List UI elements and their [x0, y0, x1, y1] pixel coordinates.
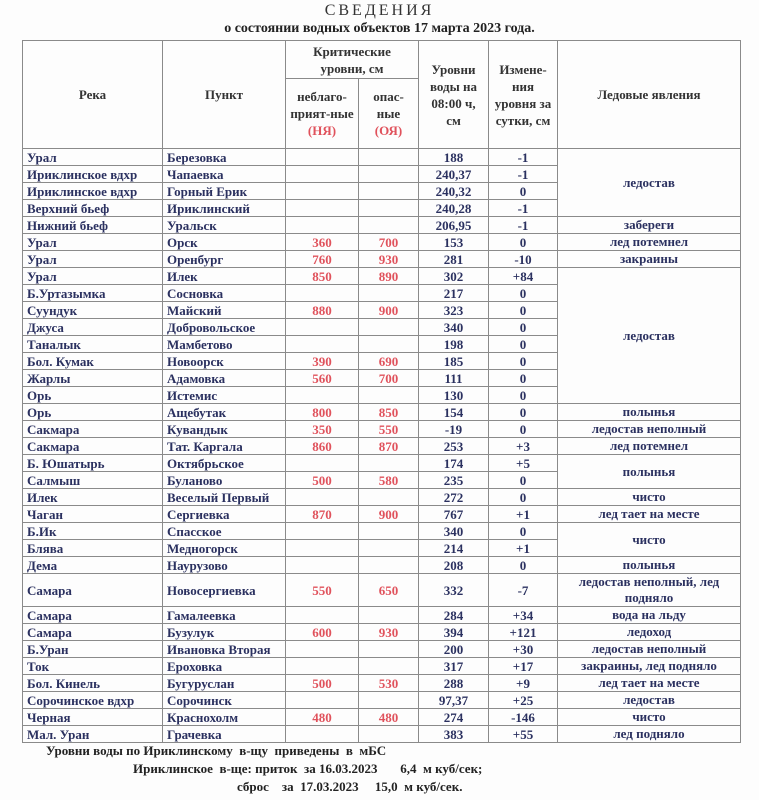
- river-cell: Урал: [23, 268, 163, 285]
- dangerous-level-cell: 930: [359, 624, 419, 641]
- river-cell: Б.Ик: [23, 523, 163, 540]
- water-level-cell: 240,32: [419, 183, 489, 200]
- point-cell: Краснохолм: [163, 709, 286, 726]
- water-level-cell: 340: [419, 523, 489, 540]
- point-cell: Новоорск: [163, 353, 286, 370]
- point-cell: Кувандык: [163, 421, 286, 438]
- dangerous-level-cell: [359, 183, 419, 200]
- point-cell: Наурузово: [163, 557, 286, 574]
- river-cell: Нижний бьеф: [23, 217, 163, 234]
- point-cell: Спасское: [163, 523, 286, 540]
- dangerous-level-cell: [359, 217, 419, 234]
- river-cell: Жарлы: [23, 370, 163, 387]
- level-change-cell: +34: [489, 607, 558, 624]
- river-cell: Мал. Уран: [23, 726, 163, 743]
- level-change-cell: +25: [489, 692, 558, 709]
- unfavorable-level-cell: 500: [286, 472, 359, 489]
- dangerous-level-cell: 480: [359, 709, 419, 726]
- unfavorable-level-cell: 800: [286, 404, 359, 421]
- ice-phenomena-cell: чисто: [558, 709, 741, 726]
- point-cell: Добровольское: [163, 319, 286, 336]
- water-bodies-table: [22, 40, 741, 743]
- level-change-cell: -1: [489, 200, 558, 217]
- river-cell: Суундук: [23, 302, 163, 319]
- point-cell: Тат. Каргала: [163, 438, 286, 455]
- footer-inflow: Ириклинское в-ще: приток за 16.03.2023 6,4 м куб/сек;: [133, 761, 483, 776]
- point-cell: Адамовка: [163, 370, 286, 387]
- point-cell: Уральск: [163, 217, 286, 234]
- river-cell: Сорочинское вдхр: [23, 692, 163, 709]
- unfavorable-level-cell: [286, 692, 359, 709]
- table-row: [23, 421, 741, 438]
- ice-phenomena-cell: закраины: [558, 251, 741, 268]
- water-level-cell: 217: [419, 285, 489, 302]
- table-row: [23, 506, 741, 523]
- water-level-cell: 253: [419, 438, 489, 455]
- unfavorable-level-cell: 550: [286, 574, 359, 607]
- ice-phenomena-cell: полынья: [558, 455, 741, 489]
- header-ice: Ледовые явления: [558, 41, 741, 149]
- river-cell: Черная: [23, 709, 163, 726]
- river-cell: Урал: [23, 149, 163, 166]
- ice-phenomena-cell: лед потемнел: [558, 438, 741, 455]
- level-change-cell: 0: [489, 489, 558, 506]
- level-change-cell: 0: [489, 421, 558, 438]
- level-change-cell: +9: [489, 675, 558, 692]
- water-level-cell: 200: [419, 641, 489, 658]
- ice-phenomena-cell: ледоход: [558, 624, 741, 641]
- level-change-cell: +3: [489, 438, 558, 455]
- point-cell: Истемис: [163, 387, 286, 404]
- table-row: [23, 607, 741, 624]
- dangerous-level-cell: [359, 387, 419, 404]
- river-cell: Б.Уран: [23, 641, 163, 658]
- water-level-cell: 97,37: [419, 692, 489, 709]
- level-change-cell: -1: [489, 217, 558, 234]
- point-cell: Буланово: [163, 472, 286, 489]
- water-level-cell: 302: [419, 268, 489, 285]
- river-cell: Сакмара: [23, 421, 163, 438]
- dangerous-level-cell: 900: [359, 302, 419, 319]
- water-level-cell: 274: [419, 709, 489, 726]
- unfavorable-level-cell: [286, 607, 359, 624]
- water-level-cell: 111: [419, 370, 489, 387]
- header-unfavorable: [286, 79, 359, 149]
- river-cell: Чаган: [23, 506, 163, 523]
- unfavorable-level-cell: 390: [286, 353, 359, 370]
- dangerous-level-cell: 580: [359, 472, 419, 489]
- table-row: [23, 692, 741, 709]
- river-cell: Б. Юшатырь: [23, 455, 163, 472]
- table-row: [23, 251, 741, 268]
- dangerous-level-cell: 900: [359, 506, 419, 523]
- water-level-cell: 154: [419, 404, 489, 421]
- footer-discharge: сброс за 17.03.2023 15,0 м куб/сек.: [237, 779, 463, 794]
- water-level-cell: 240,37: [419, 166, 489, 183]
- unfavorable-level-cell: 860: [286, 438, 359, 455]
- ice-phenomena-cell: ледостав: [558, 149, 741, 217]
- river-cell: Ириклинское вдхр: [23, 183, 163, 200]
- level-change-cell: 0: [489, 336, 558, 353]
- table-row: [23, 624, 741, 641]
- river-cell: Самара: [23, 607, 163, 624]
- point-cell: Сосновка: [163, 285, 286, 302]
- unfavorable-level-cell: [286, 455, 359, 472]
- dangerous-level-cell: 890: [359, 268, 419, 285]
- river-cell: Сакмара: [23, 438, 163, 455]
- header-critical: Критические уровни, см: [286, 41, 419, 79]
- header-unfavorable-label: неблаго-прият-ные: [290, 89, 354, 121]
- point-cell: Березовка: [163, 149, 286, 166]
- water-level-cell: 174: [419, 455, 489, 472]
- dangerous-level-cell: [359, 658, 419, 675]
- river-cell: Дема: [23, 557, 163, 574]
- water-level-cell: 394: [419, 624, 489, 641]
- unfavorable-level-cell: [286, 557, 359, 574]
- ice-phenomena-cell: лед потемнел: [558, 234, 741, 251]
- level-change-cell: 0: [489, 353, 558, 370]
- dangerous-level-cell: [359, 641, 419, 658]
- level-change-cell: 0: [489, 472, 558, 489]
- level-change-cell: -1: [489, 166, 558, 183]
- level-change-cell: 0: [489, 285, 558, 302]
- level-change-cell: -7: [489, 574, 558, 607]
- dangerous-level-cell: 650: [359, 574, 419, 607]
- river-cell: Б.Уртазымка: [23, 285, 163, 302]
- water-level-cell: 208: [419, 557, 489, 574]
- water-level-cell: -19: [419, 421, 489, 438]
- header-dangerous-abbr: (ОЯ): [374, 123, 403, 138]
- level-change-cell: +17: [489, 658, 558, 675]
- dangerous-level-cell: 550: [359, 421, 419, 438]
- point-cell: Грачевка: [163, 726, 286, 743]
- unfavorable-level-cell: [286, 523, 359, 540]
- point-cell: Бугуруслан: [163, 675, 286, 692]
- level-change-cell: +1: [489, 540, 558, 557]
- dangerous-level-cell: [359, 166, 419, 183]
- ice-phenomena-cell: забереги: [558, 217, 741, 234]
- table-body: [23, 149, 741, 743]
- point-cell: Майский: [163, 302, 286, 319]
- table-row: [23, 641, 741, 658]
- unfavorable-level-cell: [286, 336, 359, 353]
- dangerous-level-cell: [359, 557, 419, 574]
- water-level-cell: 130: [419, 387, 489, 404]
- table-row: [23, 149, 741, 166]
- dangerous-level-cell: 870: [359, 438, 419, 455]
- table-row: [23, 574, 741, 607]
- table-row: [23, 557, 741, 574]
- header-level: Уровни воды на 08:00 ч, см: [419, 41, 489, 149]
- level-change-cell: -1: [489, 149, 558, 166]
- river-cell: Урал: [23, 234, 163, 251]
- header-point: Пункт: [163, 41, 286, 149]
- water-level-cell: 284: [419, 607, 489, 624]
- river-cell: Самара: [23, 624, 163, 641]
- water-level-cell: 767: [419, 506, 489, 523]
- unfavorable-level-cell: [286, 387, 359, 404]
- point-cell: Горный Ерик: [163, 183, 286, 200]
- point-cell: Чапаевка: [163, 166, 286, 183]
- level-change-cell: 0: [489, 557, 558, 574]
- river-cell: Урал: [23, 251, 163, 268]
- table-row: [23, 438, 741, 455]
- header-river: Река: [23, 41, 163, 149]
- dangerous-level-cell: [359, 692, 419, 709]
- dangerous-level-cell: [359, 489, 419, 506]
- river-cell: Джуса: [23, 319, 163, 336]
- point-cell: Орск: [163, 234, 286, 251]
- unfavorable-level-cell: [286, 183, 359, 200]
- unfavorable-level-cell: 480: [286, 709, 359, 726]
- river-cell: Самара: [23, 574, 163, 607]
- ice-phenomena-cell: чисто: [558, 489, 741, 506]
- unfavorable-level-cell: [286, 658, 359, 675]
- table-row: [23, 268, 741, 285]
- dangerous-level-cell: [359, 149, 419, 166]
- ice-phenomena-cell: ледостав: [558, 268, 741, 404]
- header-unfavorable-abbr: (НЯ): [307, 123, 337, 138]
- unfavorable-level-cell: [286, 726, 359, 743]
- river-cell: Таналык: [23, 336, 163, 353]
- dangerous-level-cell: [359, 285, 419, 302]
- ice-phenomena-cell: полынья: [558, 404, 741, 421]
- dangerous-level-cell: [359, 726, 419, 743]
- river-cell: Блява: [23, 540, 163, 557]
- dangerous-level-cell: [359, 540, 419, 557]
- unfavorable-level-cell: 850: [286, 268, 359, 285]
- document-subtitle: о состоянии водных объектов 17 марта 2023 года.: [224, 21, 535, 36]
- dangerous-level-cell: [359, 523, 419, 540]
- water-level-cell: 235: [419, 472, 489, 489]
- ice-phenomena-cell: лед подняло: [558, 726, 741, 743]
- river-cell: Ириклинское вдхр: [23, 166, 163, 183]
- footer-note: Уровни воды по Ириклинскому в-щу приведены в мБС: [46, 743, 387, 758]
- level-change-cell: +30: [489, 641, 558, 658]
- point-cell: Веселый Первый: [163, 489, 286, 506]
- water-level-cell: 188: [419, 149, 489, 166]
- ice-phenomena-cell: ледостав неполный: [558, 421, 741, 438]
- unfavorable-level-cell: [286, 285, 359, 302]
- point-cell: Гамалеевка: [163, 607, 286, 624]
- unfavorable-level-cell: [286, 540, 359, 557]
- point-cell: Ивановка Вторая: [163, 641, 286, 658]
- point-cell: Новосергиевка: [163, 574, 286, 607]
- ice-phenomena-cell: закраины, лед подняло: [558, 658, 741, 675]
- dangerous-level-cell: [359, 336, 419, 353]
- point-cell: Сорочинск: [163, 692, 286, 709]
- point-cell: Ириклинский: [163, 200, 286, 217]
- dangerous-level-cell: 700: [359, 370, 419, 387]
- dangerous-level-cell: 690: [359, 353, 419, 370]
- river-cell: Орь: [23, 387, 163, 404]
- table-row: [23, 658, 741, 675]
- dangerous-level-cell: 850: [359, 404, 419, 421]
- level-change-cell: -10: [489, 251, 558, 268]
- level-change-cell: +1: [489, 506, 558, 523]
- point-cell: Медногорск: [163, 540, 286, 557]
- water-level-cell: 198: [419, 336, 489, 353]
- unfavorable-level-cell: [286, 217, 359, 234]
- table-row: [23, 523, 741, 540]
- table-row: [23, 726, 741, 743]
- level-change-cell: -146: [489, 709, 558, 726]
- water-level-cell: 185: [419, 353, 489, 370]
- water-level-cell: 153: [419, 234, 489, 251]
- header-dangerous-label: опас-ные: [373, 89, 404, 121]
- ice-phenomena-cell: ледостав неполный, лед подняло: [558, 574, 741, 607]
- dangerous-level-cell: [359, 607, 419, 624]
- water-level-cell: 272: [419, 489, 489, 506]
- water-level-cell: 281: [419, 251, 489, 268]
- dangerous-level-cell: 530: [359, 675, 419, 692]
- document-title: СВЕДЕНИЯ: [324, 2, 435, 19]
- table-row: [23, 489, 741, 506]
- unfavorable-level-cell: [286, 149, 359, 166]
- point-cell: Ероховка: [163, 658, 286, 675]
- ice-phenomena-cell: ледостав: [558, 692, 741, 709]
- water-level-cell: 340: [419, 319, 489, 336]
- unfavorable-level-cell: [286, 319, 359, 336]
- unfavorable-level-cell: 870: [286, 506, 359, 523]
- point-cell: Илек: [163, 268, 286, 285]
- water-level-cell: 214: [419, 540, 489, 557]
- dangerous-level-cell: 930: [359, 251, 419, 268]
- unfavorable-level-cell: 600: [286, 624, 359, 641]
- ice-phenomena-cell: полынья: [558, 557, 741, 574]
- ice-phenomena-cell: ледостав неполный: [558, 641, 741, 658]
- table-row: [23, 404, 741, 421]
- water-level-cell: 206,95: [419, 217, 489, 234]
- level-change-cell: +84: [489, 268, 558, 285]
- table-row: [23, 709, 741, 726]
- unfavorable-level-cell: 760: [286, 251, 359, 268]
- point-cell: Мамбетово: [163, 336, 286, 353]
- point-cell: Сергиевка: [163, 506, 286, 523]
- river-cell: Орь: [23, 404, 163, 421]
- ice-phenomena-cell: лед тает на месте: [558, 675, 741, 692]
- water-level-cell: 288: [419, 675, 489, 692]
- unfavorable-level-cell: 360: [286, 234, 359, 251]
- unfavorable-level-cell: [286, 489, 359, 506]
- level-change-cell: +55: [489, 726, 558, 743]
- water-level-cell: 323: [419, 302, 489, 319]
- header-dangerous: [359, 79, 419, 149]
- river-cell: Верхний бьеф: [23, 200, 163, 217]
- river-cell: Ток: [23, 658, 163, 675]
- river-cell: Илек: [23, 489, 163, 506]
- point-cell: Оренбург: [163, 251, 286, 268]
- level-change-cell: +121: [489, 624, 558, 641]
- river-cell: Бол. Кумак: [23, 353, 163, 370]
- dangerous-level-cell: [359, 455, 419, 472]
- level-change-cell: 0: [489, 370, 558, 387]
- header-change: Измене-ния уровня за сутки, см: [489, 41, 558, 149]
- table-row: [23, 234, 741, 251]
- dangerous-level-cell: 700: [359, 234, 419, 251]
- level-change-cell: 0: [489, 234, 558, 251]
- unfavorable-level-cell: 350: [286, 421, 359, 438]
- dangerous-level-cell: [359, 319, 419, 336]
- level-change-cell: +5: [489, 455, 558, 472]
- point-cell: Октябрьское: [163, 455, 286, 472]
- unfavorable-level-cell: 880: [286, 302, 359, 319]
- point-cell: Ащебутак: [163, 404, 286, 421]
- river-cell: Салмыш: [23, 472, 163, 489]
- level-change-cell: 0: [489, 387, 558, 404]
- water-level-cell: 383: [419, 726, 489, 743]
- ice-phenomena-cell: чисто: [558, 523, 741, 557]
- dangerous-level-cell: [359, 200, 419, 217]
- level-change-cell: 0: [489, 302, 558, 319]
- level-change-cell: 0: [489, 523, 558, 540]
- river-cell: Бол. Кинель: [23, 675, 163, 692]
- ice-phenomena-cell: лед тает на месте: [558, 506, 741, 523]
- water-level-cell: 240,28: [419, 200, 489, 217]
- table-row: [23, 455, 741, 472]
- unfavorable-level-cell: [286, 641, 359, 658]
- water-level-cell: 332: [419, 574, 489, 607]
- level-change-cell: 0: [489, 319, 558, 336]
- unfavorable-level-cell: [286, 166, 359, 183]
- unfavorable-level-cell: [286, 200, 359, 217]
- unfavorable-level-cell: 500: [286, 675, 359, 692]
- ice-phenomena-cell: вода на льду: [558, 607, 741, 624]
- water-level-cell: 317: [419, 658, 489, 675]
- level-change-cell: 0: [489, 183, 558, 200]
- table-row: [23, 675, 741, 692]
- point-cell: Бузулук: [163, 624, 286, 641]
- table-row: [23, 217, 741, 234]
- level-change-cell: 0: [489, 404, 558, 421]
- unfavorable-level-cell: 560: [286, 370, 359, 387]
